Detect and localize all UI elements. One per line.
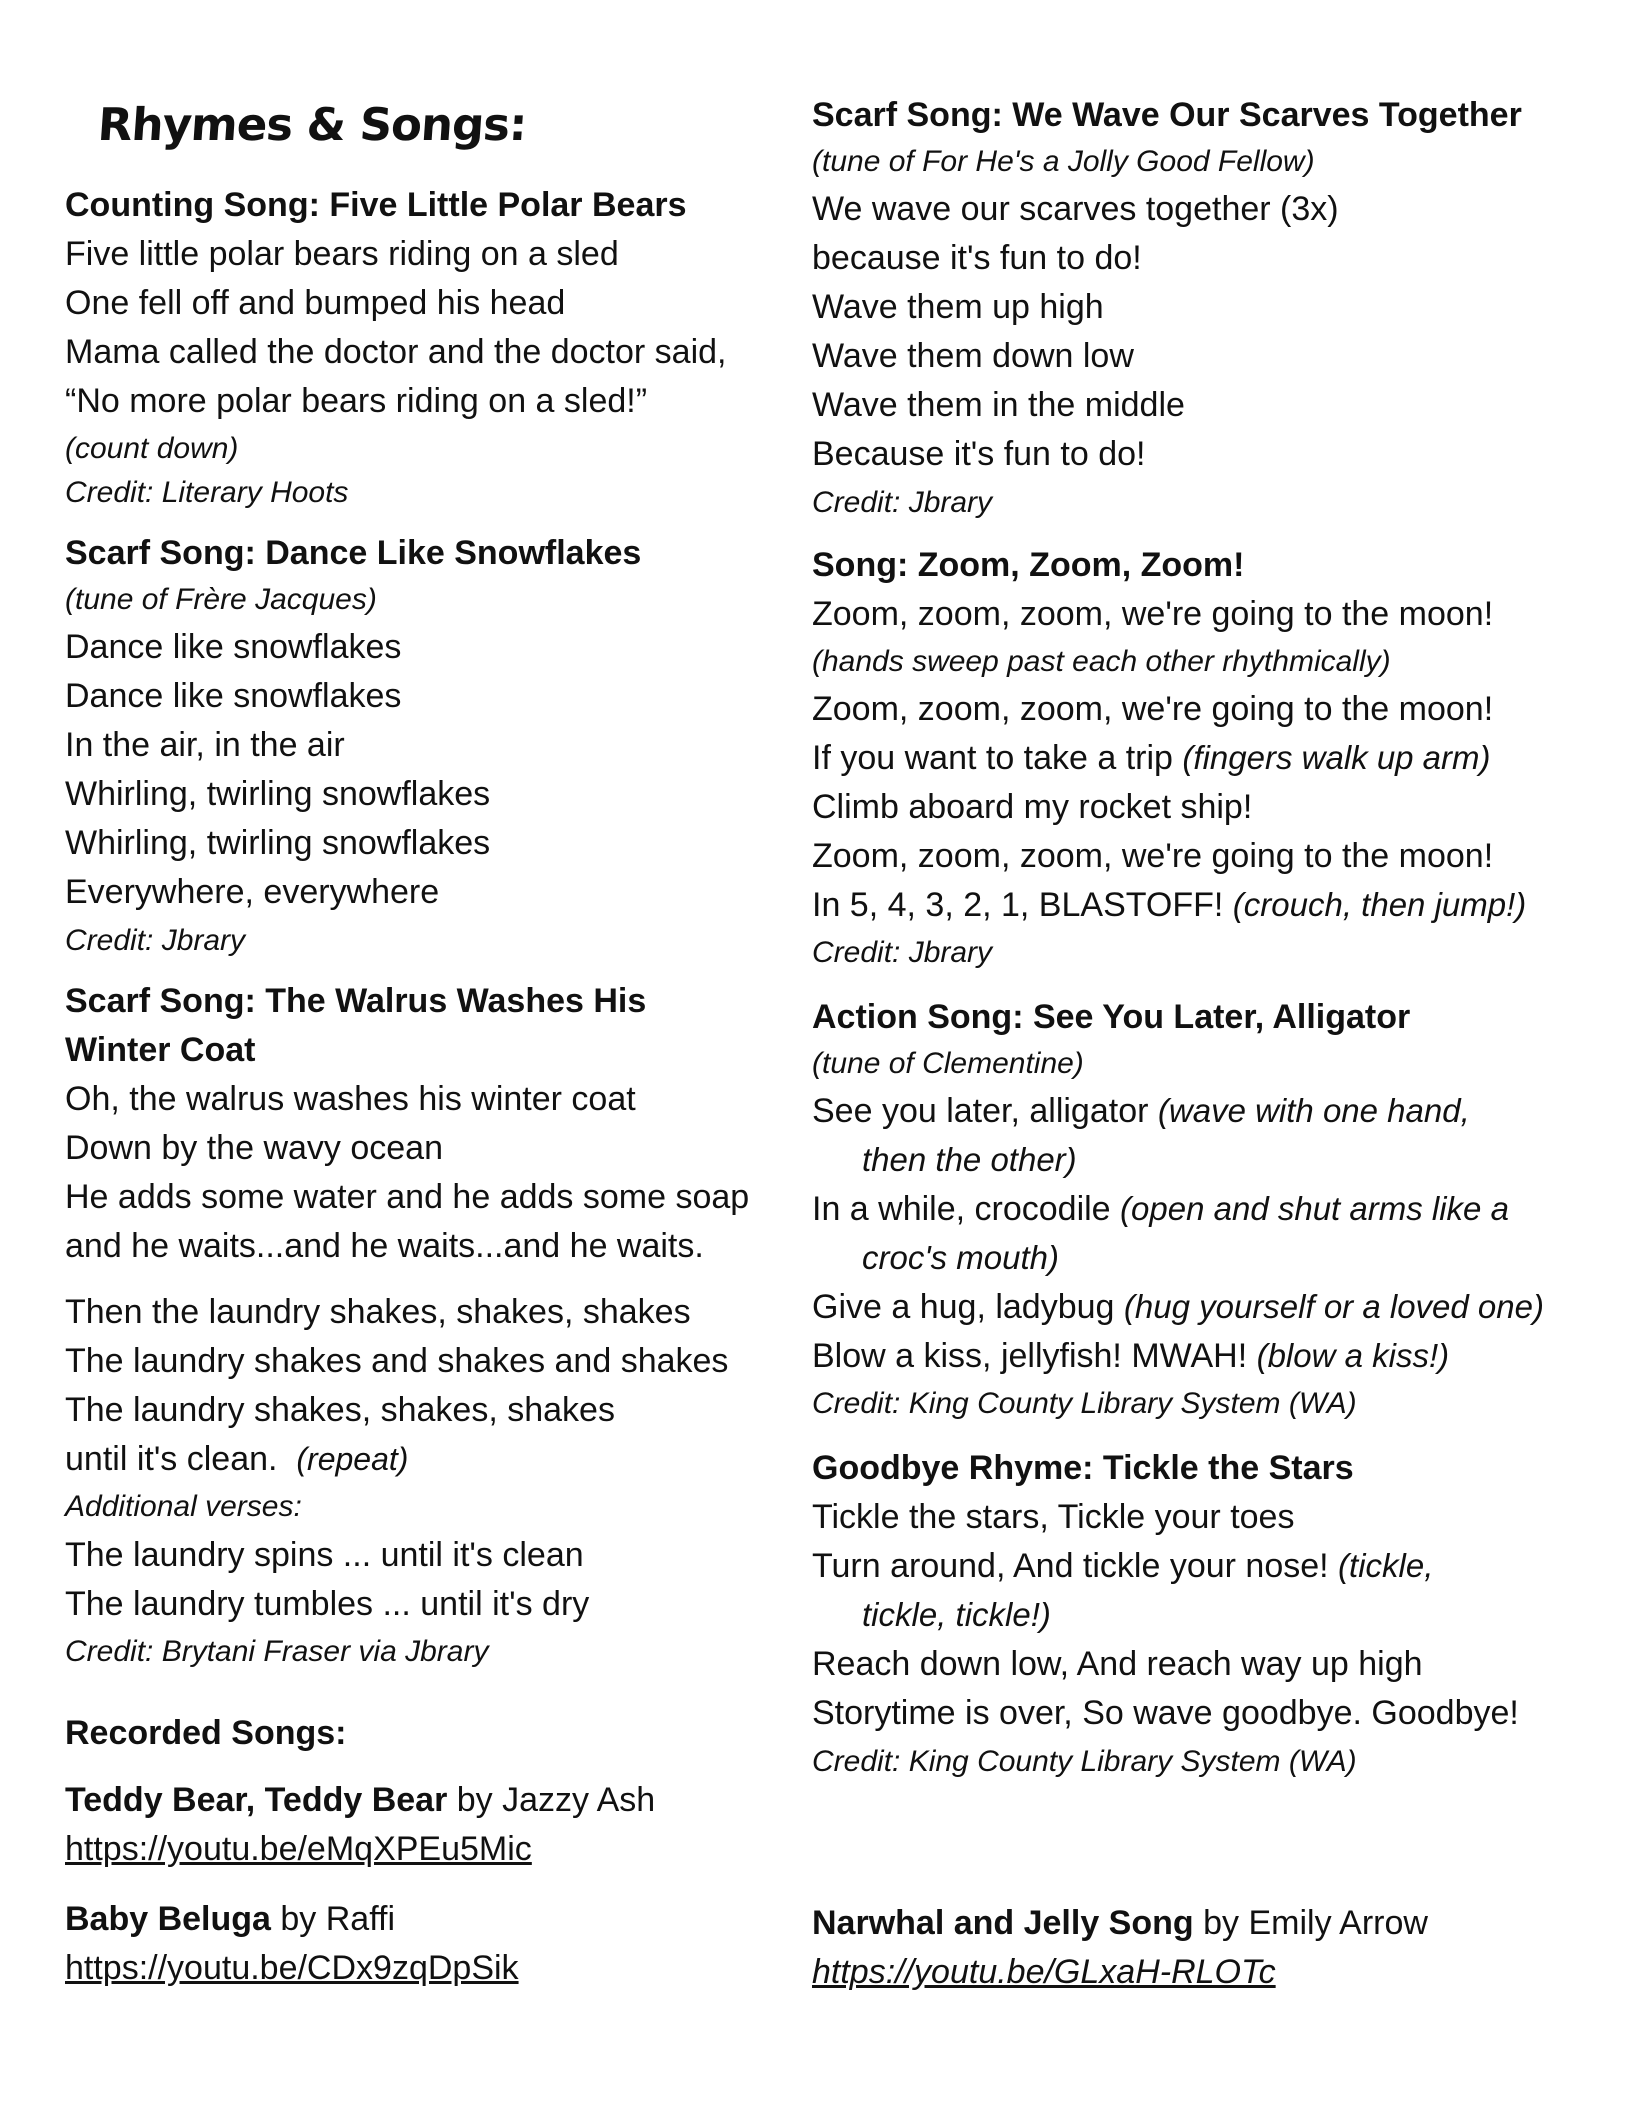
lyric-text: In 5, 4, 3, 2, 1, BLASTOFF! xyxy=(812,886,1233,924)
lyric-line: The laundry tumbles ... until it's dry xyxy=(65,1585,590,1623)
lyric-line: Zoom, zoom, zoom, we're going to the moon! xyxy=(812,690,1494,728)
lyric-line: because it's fun to do! xyxy=(812,239,1142,277)
lyric-line xyxy=(812,733,1491,783)
song-title: Teddy Bear, Teddy Bear xyxy=(65,1781,448,1819)
action-note: (wave with one hand, xyxy=(1157,1092,1470,1129)
credit: Credit: Literary Hoots xyxy=(65,476,349,509)
lyric-line: Storytime is over, So wave goodbye. Goodbye! xyxy=(812,1694,1519,1732)
action-note: (hands sweep past each other rhythmically) xyxy=(812,645,1391,678)
credit: Credit: Jbrary xyxy=(65,924,246,957)
section-title: Scarf Song: Dance Like Snowflakes xyxy=(65,534,642,572)
lyric-line: Dance like snowflakes xyxy=(65,677,402,715)
lyric-line: Then the laundry shakes, shakes, shakes xyxy=(65,1293,691,1331)
action-note-cont: croc's mouth) xyxy=(862,1239,1060,1276)
lyric-line xyxy=(812,1282,1544,1332)
lyric-text: Blow a kiss, jellyfish! MWAH! xyxy=(812,1337,1257,1375)
credit: Credit: Jbrary xyxy=(812,936,993,969)
song-artist: by Jazzy Ash xyxy=(447,1781,656,1819)
page-title: Rhymes & Songs: xyxy=(96,98,529,151)
action-note-cont: tickle, tickle!) xyxy=(862,1596,1051,1633)
lyric-line: Wave them up high xyxy=(812,288,1104,326)
lyric-line: Wave them in the middle xyxy=(812,386,1185,424)
action-note: (blow a kiss!) xyxy=(1256,1337,1450,1374)
recorded-song xyxy=(812,1898,1428,1948)
section-title: Song: Zoom, Zoom, Zoom! xyxy=(812,546,1245,584)
action-note: (open and shut arms like a xyxy=(1120,1190,1509,1227)
song-artist: by Raffi xyxy=(270,1900,396,1938)
recorded-song xyxy=(65,1775,655,1825)
lyric-line: Reach down low, And reach way up high xyxy=(812,1645,1423,1683)
credit: Credit: King County Library System (WA) xyxy=(812,1745,1357,1778)
song-artist: by Emily Arrow xyxy=(1193,1904,1428,1942)
action-note: (count down) xyxy=(65,432,239,465)
action-note-cont: then the other) xyxy=(862,1141,1077,1178)
lyric-line: The laundry shakes, shakes, shakes xyxy=(65,1391,615,1429)
action-note: (hug yourself or a loved one) xyxy=(1123,1288,1544,1325)
youtube-link[interactable]: https://youtu.be/eMqXPEu5Mic xyxy=(65,1830,532,1868)
additional-verses-label: Additional verses: xyxy=(65,1490,302,1523)
lyric-text: until it's clean. xyxy=(65,1440,278,1478)
lyric-text: In a while, crocodile xyxy=(812,1190,1121,1228)
lyric-line: Oh, the walrus washes his winter coat xyxy=(65,1080,636,1118)
lyric-line: He adds some water and he adds some soap xyxy=(65,1178,750,1216)
lyric-line: Tickle the stars, Tickle your toes xyxy=(812,1498,1295,1536)
youtube-link[interactable]: https://youtu.be/CDx9zqDpSik xyxy=(65,1949,519,1987)
credit: Credit: Brytani Fraser via Jbrary xyxy=(65,1635,489,1668)
lyric-text: Turn around, And tickle your nose! xyxy=(812,1547,1339,1585)
lyric-text: See you later, alligator xyxy=(812,1092,1158,1130)
lyric-line: The laundry shakes and shakes and shakes xyxy=(65,1342,729,1380)
lyric-line: Zoom, zoom, zoom, we're going to the moon! xyxy=(812,595,1494,633)
lyric-line: Whirling, twirling snowflakes xyxy=(65,775,491,813)
lyric-line xyxy=(65,1434,408,1484)
lyric-line: Mama called the doctor and the doctor said, xyxy=(65,333,727,371)
lyric-line: Wave them down low xyxy=(812,337,1134,375)
action-note: (fingers walk up arm) xyxy=(1182,739,1491,776)
credit: Credit: King County Library System (WA) xyxy=(812,1387,1357,1420)
song-title: Narwhal and Jelly Song xyxy=(812,1904,1194,1942)
section-title: Recorded Songs: xyxy=(65,1714,347,1752)
lyric-line: Dance like snowflakes xyxy=(65,628,402,666)
lyric-line: Climb aboard my rocket ship! xyxy=(812,788,1253,826)
section-title: Counting Song: Five Little Polar Bears xyxy=(65,186,687,224)
lyric-line: Whirling, twirling snowflakes xyxy=(65,824,491,862)
lyric-text: Give a hug, ladybug xyxy=(812,1288,1124,1326)
action-note: (crouch, then jump!) xyxy=(1232,886,1527,923)
action-note: (tickle, xyxy=(1338,1547,1434,1584)
section-title-cont: Winter Coat xyxy=(65,1031,256,1069)
lyric-text: If you want to take a trip xyxy=(812,739,1183,777)
lyric-line: Five little polar bears riding on a sled xyxy=(65,235,619,273)
lyric-line: “No more polar bears riding on a sled!” xyxy=(65,382,648,420)
lyric-line: and he waits...and he waits...and he waits. xyxy=(65,1227,704,1265)
lyric-line xyxy=(812,880,1526,930)
lyric-line: Everywhere, everywhere xyxy=(65,873,440,911)
lyric-line: We wave our scarves together (3x) xyxy=(812,190,1339,228)
tune-note: (tune of Frère Jacques) xyxy=(65,583,377,616)
section-title: Goodbye Rhyme: Tickle the Stars xyxy=(812,1449,1354,1487)
lyric-line xyxy=(812,1086,1470,1136)
lyric-line: Because it's fun to do! xyxy=(812,435,1146,473)
lyric-line xyxy=(812,1541,1433,1591)
lyric-line: Down by the wavy ocean xyxy=(65,1129,443,1167)
lyric-line: In the air, in the air xyxy=(65,726,345,764)
song-title: Baby Beluga xyxy=(65,1900,271,1938)
section-title: Scarf Song: We Wave Our Scarves Together xyxy=(812,96,1522,134)
lyric-line xyxy=(812,1184,1509,1234)
tune-note: (tune of For He's a Jolly Good Fellow) xyxy=(812,145,1315,178)
lyric-line: The laundry spins ... until it's clean xyxy=(65,1536,584,1574)
lyric-line: Zoom, zoom, zoom, we're going to the moon! xyxy=(812,837,1494,875)
credit: Credit: Jbrary xyxy=(812,486,993,519)
section-title: Scarf Song: The Walrus Washes His xyxy=(65,982,647,1020)
repeat-note: (repeat) xyxy=(296,1441,409,1477)
section-title: Action Song: See You Later, Alligator xyxy=(812,998,1411,1036)
youtube-link[interactable]: https://youtu.be/GLxaH-RLOTc xyxy=(812,1953,1276,1991)
recorded-song xyxy=(65,1894,395,1944)
lyric-line: One fell off and bumped his head xyxy=(65,284,566,322)
tune-note: (tune of Clementine) xyxy=(812,1047,1084,1080)
lyric-line xyxy=(812,1331,1449,1381)
